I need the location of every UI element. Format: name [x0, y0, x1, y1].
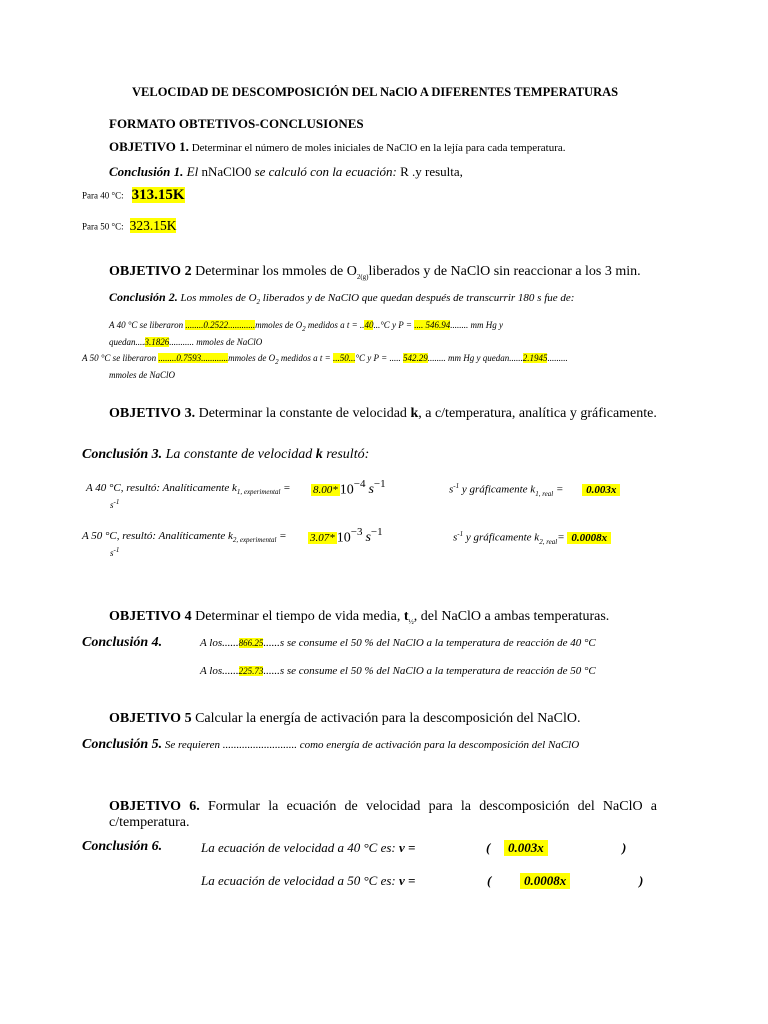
conclusion-1-label: Conclusión 1.	[109, 164, 184, 179]
subtitle: FORMATO OBTETIVOS-CONCLUSIONES	[109, 116, 364, 131]
rate-eq-50c-close: )	[639, 873, 644, 888]
rate-eq-50c: La ecuación de velocidad a 50 °C es: v =	[201, 873, 416, 888]
objetivo-2-label: OBJETIVO 2	[109, 264, 192, 279]
objetivo-6-label: OBJETIVO 6.	[109, 799, 200, 814]
result-40c: Para 40 °C: 313.15K	[82, 186, 185, 203]
objetivo-3: OBJETIVO 3. Determinar la constante de velocidad k, a c/temperatura, analítica y gráficamente.	[109, 406, 657, 421]
objetivo-3-label: OBJETIVO 3.	[109, 406, 196, 421]
rate-eq-40c: La ecuación de velocidad a 40 °C es: v =	[201, 840, 416, 855]
value-50c: 323.15K	[129, 218, 177, 234]
k-analytic-40c: A 40 °C, resultó: Analíticamente $k_{1, experimental}$ =	[86, 482, 291, 497]
k-graphic-40c: $s^{-1}$ y gráficamente $k_{1, real} = 0.003x$	[449, 482, 620, 498]
k-analytic-40c-value: 8.00* $10^{-4}$ $s^{-1}$	[313, 478, 386, 498]
conclusion-5: Conclusión 5. Se requieren ........................... como energía de activación para la descomposición del NaClO	[82, 737, 580, 752]
conclusion-1: Conclusión 1. El nNaClO0 se calculó con la ecuación: R .y resulta,	[109, 164, 463, 179]
conclusion-4-40c: A los......866.25......s se consume el 50 % del NaClO a la temperatura de reacción de 40 °C	[200, 637, 596, 649]
conclusion-2-40c: A 40 °C se liberaron ........0.2522............mmoles de $O_2$ medidos a t = ..40...°C y P = .... 546.94........ mm Hg y quedan....3.1826........... mmoles de NaClO	[109, 320, 503, 347]
conclusion-6-label: Conclusión 6.	[82, 839, 163, 854]
rate-eq-40c-open: (	[486, 840, 491, 855]
objetivo-4-label: OBJETIVO 4	[109, 609, 192, 624]
objetivo-5-label: OBJETIVO 5	[109, 711, 192, 726]
rate-eq-40c-close: )	[622, 840, 627, 855]
conclusion-4-label: Conclusión 4.	[82, 635, 163, 650]
objetivo-1	[109, 139, 566, 155]
k-analytic-40c-unit: $s^{-1}$	[110, 498, 120, 510]
objetivo-2: OBJETIVO 2 Determinar los mmoles de $O_{2(g)}liberados$ y de NaClO sin reaccionar a los 3 min.	[109, 264, 641, 281]
k-analytic-50c-unit: $s^{-1}$	[110, 546, 120, 558]
objetivo-4: OBJETIVO 4 Determinar el tiempo de vida media, $t_{\frac{1}{2}}$, del NaClO a ambas temperaturas.	[109, 609, 610, 626]
conclusion-5-label: Conclusión 5.	[82, 737, 163, 752]
result-50c: Para 50 °C: 323.15K	[82, 218, 177, 234]
conclusion-2-50c: A 50 °C se liberaron ........0.7593............mmoles de $O_2$ medidos a t = ...50...°C y P = ..... 542.29........ mm Hg y quedan......2.1945......... mmoles de NaClO	[82, 353, 568, 380]
rate-eq-40c-value: 0.003x	[504, 840, 548, 856]
conclusion-4-50c: A los......225.73......s se consume el 50 % del NaClO a la temperatura de reacción de 50 °C	[200, 665, 596, 677]
objetivo-1-text: Determinar el número de moles iniciales de NaClO en la lejía para cada temperatura.	[188, 142, 566, 154]
k-graphic-40c-value: 0.003x	[582, 484, 620, 496]
k-graphic-50c: $s^{-1}$ y gráficamente $k_{2, real}= 0.0008x$	[453, 530, 611, 546]
k-analytic-50c: A 50 °C, resultó: Analíticamente $k_{2, experimental}$ =	[82, 530, 287, 545]
rate-eq-50c-value: 0.0008x	[520, 873, 570, 889]
objetivo-1-label: OBJETIVO 1.	[109, 139, 189, 154]
objetivo-5: OBJETIVO 5 Calcular la energía de activación para la descomposición del NaClO.	[109, 711, 581, 726]
conclusion-3-label: Conclusión 3.	[82, 447, 163, 462]
objetivo-6: OBJETIVO 6. Formular la ecuación de velocidad para la descomposición del NaClO a c/temperatura.	[109, 799, 657, 830]
k-analytic-50c-value: 3.07* $10^{-3}$ $s^{-1}$	[310, 526, 383, 546]
conclusion-3: Conclusión 3. La constante de velocidad k resultó:	[82, 447, 370, 462]
rate-eq-50c-open: (	[487, 873, 492, 888]
page-title: VELOCIDAD DE DESCOMPOSICIÓN DEL NaClO A DIFERENTES TEMPERATURAS	[132, 85, 619, 99]
conclusion-2-label: Conclusión 2.	[109, 290, 178, 304]
conclusion-2: Conclusión 2. Los mmoles de $O_2$ liberados y de NaClO que quedan después de transcurrir 180 s fue de:	[109, 290, 575, 307]
value-40c: 313.15K	[131, 186, 185, 203]
k-graphic-50c-value: 0.0008x	[567, 532, 611, 544]
